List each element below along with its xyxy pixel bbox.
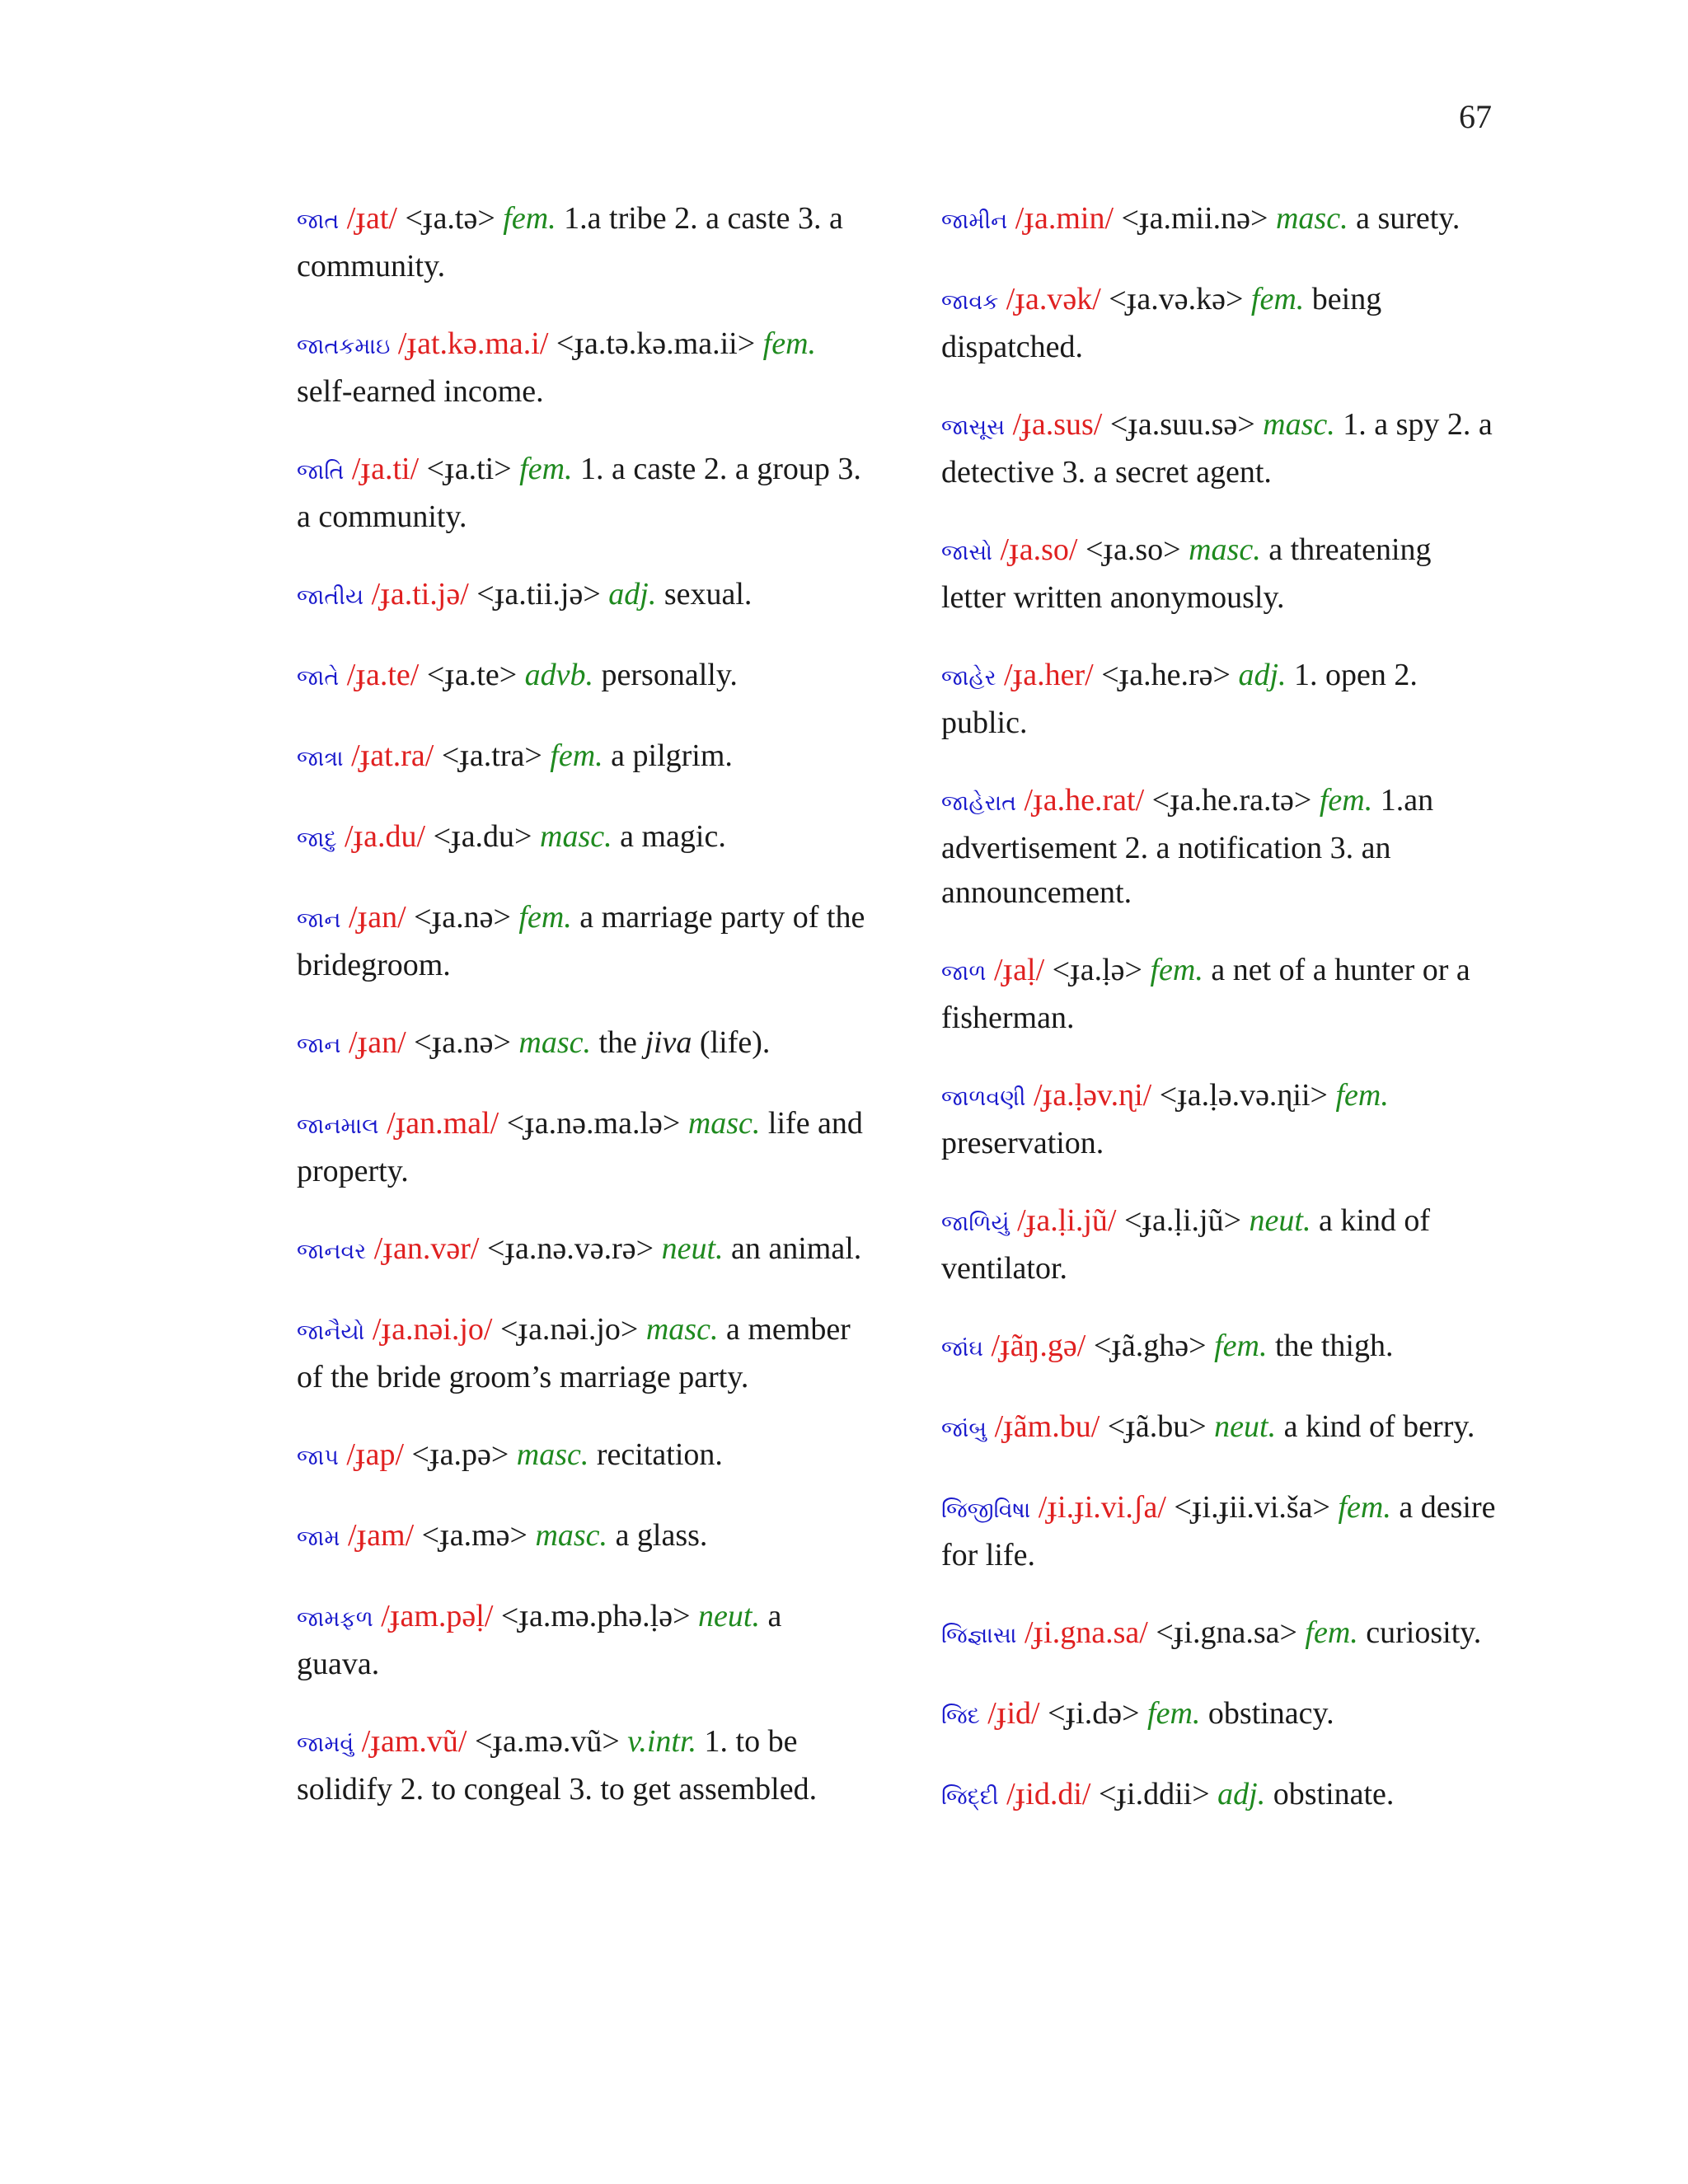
part-of-speech: fem. — [550, 738, 603, 773]
transliteration: <ɟa.so> — [1085, 532, 1181, 567]
transliteration: <ɟi.ddii> — [1098, 1777, 1210, 1811]
right-column — [941, 196, 1502, 1853]
phonetic: /ɟa.vək/ — [1006, 282, 1101, 316]
definition: a magic. — [620, 819, 726, 854]
phonetic: /ɟa.her/ — [1004, 658, 1094, 692]
dictionary-entry — [941, 277, 1502, 369]
transliteration: <ɟa.mə.vũ> — [474, 1724, 620, 1759]
dictionary-entry — [297, 1513, 865, 1561]
definition: personally. — [601, 658, 738, 692]
dictionary-entry — [941, 1324, 1502, 1371]
part-of-speech: adj. — [1217, 1777, 1266, 1811]
dictionary-entry — [941, 196, 1502, 244]
headword: જાત્રા — [297, 746, 344, 771]
part-of-speech: fem. — [1305, 1615, 1358, 1650]
transliteration: <ɟa.ḷi.jũ> — [1123, 1203, 1242, 1238]
transliteration: <ɟa.pə> — [411, 1437, 509, 1472]
definition-italic: jiva — [645, 1025, 692, 1060]
headword: જાવક — [941, 289, 999, 315]
phonetic: /ɟan.vər/ — [373, 1231, 480, 1266]
definition: 1.an advertisement 2. a notification 3. an announcement. — [941, 783, 1434, 910]
headword: જામ — [297, 1526, 340, 1551]
transliteration: <ɟa.he.ra.tə> — [1151, 783, 1312, 818]
transliteration: <ɟa.ti> — [426, 452, 512, 486]
definition: sexual. — [663, 577, 753, 612]
left-column — [297, 196, 865, 1844]
phonetic: /ɟãŋ.gə/ — [991, 1329, 1086, 1363]
headword: જામફળ — [297, 1606, 373, 1632]
phonetic: /ɟi.gna.sa/ — [1024, 1615, 1148, 1650]
headword: જિદ્દી — [941, 1784, 999, 1810]
definition: a kind of berry. — [1283, 1409, 1475, 1444]
dictionary-entry — [297, 814, 865, 862]
part-of-speech: masc. — [518, 1025, 591, 1060]
part-of-speech: advb. — [524, 658, 594, 692]
transliteration: <ɟa.nə> — [414, 1025, 511, 1060]
part-of-speech: adj. — [1238, 658, 1287, 692]
part-of-speech: neut. — [698, 1599, 760, 1633]
dictionary-entry — [297, 653, 865, 701]
phonetic: /ɟãm.bu/ — [994, 1409, 1100, 1444]
phonetic: /ɟi.ɟi.vi.ʃa/ — [1038, 1490, 1166, 1525]
transliteration: <ɟa.və.kə> — [1109, 282, 1244, 316]
definition: a net of a hunter or a fisherman. — [941, 953, 1470, 1035]
headword: જાતિ — [297, 459, 345, 485]
definition: a guava. — [297, 1599, 782, 1681]
phonetic: /ɟa.he.rat/ — [1024, 783, 1145, 818]
part-of-speech: masc. — [540, 819, 612, 854]
part-of-speech: neut. — [1214, 1409, 1277, 1444]
definition: 1. a caste 2. a group 3. a community. — [297, 452, 861, 534]
part-of-speech: adj. — [608, 577, 657, 612]
headword: જાદુ — [297, 827, 337, 852]
dictionary-entry — [297, 1594, 865, 1686]
headword: જાનૈયો — [297, 1319, 365, 1345]
part-of-speech: fem. — [518, 900, 572, 935]
phonetic: /ɟan.mal/ — [387, 1106, 499, 1141]
definition-pre: the — [598, 1025, 645, 1060]
phonetic: /ɟa.ti.jə/ — [371, 577, 469, 612]
definition: 1. open 2. public. — [941, 658, 1418, 740]
definition: a threatening letter written anonymously. — [941, 532, 1432, 615]
definition — [599, 1025, 771, 1060]
definition: a desire for life. — [941, 1490, 1496, 1572]
transliteration: <ɟã.bu> — [1107, 1409, 1207, 1444]
definition: curiosity. — [1366, 1615, 1482, 1650]
part-of-speech: fem. — [1147, 1696, 1201, 1731]
definition: 1. to be solidify 2. to congeal 3. to get assembled. — [297, 1724, 818, 1807]
headword: જાંબુ — [941, 1417, 987, 1442]
part-of-speech: fem. — [1214, 1329, 1268, 1363]
part-of-speech: fem. — [1250, 282, 1305, 316]
phonetic: /ɟa.ti/ — [351, 452, 420, 486]
headword: જાપ — [297, 1445, 339, 1470]
headword: જાસૂસ — [941, 415, 1006, 440]
phonetic: /ɟid/ — [987, 1696, 1040, 1731]
part-of-speech: neut. — [1249, 1203, 1311, 1238]
phonetic: /ɟa.sus/ — [1012, 407, 1103, 442]
transliteration: <ɟa.tra> — [441, 738, 542, 773]
headword: જાહેર — [941, 665, 996, 691]
headword: જાતે — [297, 665, 340, 691]
headword: જાહેરાત — [941, 790, 1017, 816]
definition: obstinacy. — [1207, 1696, 1334, 1731]
transliteration: <ɟã.ghə> — [1093, 1329, 1207, 1363]
transliteration: <ɟa.te> — [426, 658, 518, 692]
definition: 1.a tribe 2. a caste 3. a community. — [297, 201, 843, 284]
part-of-speech: masc. — [516, 1437, 589, 1472]
part-of-speech: fem. — [1338, 1490, 1391, 1525]
dictionary-entry — [941, 1073, 1502, 1165]
phonetic: /ɟam/ — [347, 1518, 415, 1553]
transliteration: <ɟa.nə.və.rə> — [486, 1231, 654, 1266]
part-of-speech: fem. — [1335, 1078, 1389, 1113]
page-number: 67 — [1459, 98, 1492, 135]
transliteration: <ɟa.suu.sə> — [1109, 407, 1255, 442]
headword: જાનવર — [297, 1239, 367, 1264]
phonetic: /ɟaḷ/ — [993, 953, 1045, 987]
headword: જાંઘ — [941, 1336, 984, 1361]
part-of-speech: fem. — [1319, 783, 1373, 818]
dictionary-entry — [297, 1226, 865, 1274]
transliteration: <ɟi.də> — [1048, 1696, 1140, 1731]
dictionary-entry — [941, 1198, 1502, 1291]
phonetic: /ɟa.ḷəv.ɳi/ — [1034, 1078, 1152, 1113]
phonetic: /ɟan/ — [349, 900, 406, 935]
dictionary-entry — [941, 778, 1502, 915]
dictionary-entry — [297, 1020, 865, 1068]
part-of-speech: fem. — [503, 201, 556, 236]
definition: a marriage party of the bridegroom. — [297, 900, 865, 982]
transliteration: <ɟa.tə> — [405, 201, 495, 236]
phonetic: /ɟat.ra/ — [351, 738, 434, 773]
part-of-speech: masc. — [687, 1106, 761, 1141]
dictionary-entry — [297, 1719, 865, 1811]
transliteration: <ɟa.du> — [433, 819, 532, 854]
definition: being dispatched. — [941, 282, 1382, 364]
dictionary-entry — [941, 1610, 1502, 1658]
transliteration: <ɟa.he.rə> — [1101, 658, 1231, 692]
headword: જિજ્ઞાસા — [941, 1623, 1017, 1648]
headword: જાળવણી — [941, 1085, 1026, 1111]
dictionary-entry — [941, 1772, 1502, 1820]
transliteration: <ɟa.mə> — [421, 1518, 528, 1553]
dictionary-entry — [297, 196, 865, 288]
phonetic: /ɟam.vũ/ — [361, 1724, 467, 1759]
phonetic: /ɟat.kə.ma.i/ — [397, 326, 549, 361]
definition: preservation. — [941, 1126, 1104, 1160]
definition: a pilgrim. — [611, 738, 733, 773]
transliteration: <ɟa.mii.nə> — [1121, 201, 1268, 236]
transliteration: <ɟa.ḷə.və.ɳii> — [1159, 1078, 1328, 1113]
transliteration: <ɟa.mə.phə.ḷə> — [500, 1599, 691, 1633]
dictionary-entry — [941, 1485, 1502, 1577]
part-of-speech: fem. — [1150, 953, 1203, 987]
phonetic: /ɟa.min/ — [1015, 201, 1114, 236]
dictionary-entry — [941, 1691, 1502, 1739]
phonetic: /ɟa.du/ — [344, 819, 426, 854]
part-of-speech: masc. — [1189, 532, 1261, 567]
dictionary-entry — [297, 1101, 865, 1193]
definition: recitation. — [596, 1437, 723, 1472]
transliteration: <ɟa.ḷə> — [1052, 953, 1142, 987]
phonetic: /ɟa.nəi.jo/ — [372, 1312, 493, 1347]
definition: 1. a spy 2. a detective 3. a secret agent. — [941, 407, 1493, 490]
definition: the thigh. — [1274, 1329, 1394, 1363]
part-of-speech: masc. — [535, 1518, 608, 1553]
definition: a member of the bride groom’s marriage party. — [297, 1312, 851, 1394]
transliteration: <ɟi.ɟii.vi.ša> — [1174, 1490, 1330, 1525]
phonetic: /ɟa.so/ — [1000, 532, 1078, 567]
headword: જાન — [297, 1033, 341, 1058]
dictionary-entry — [941, 402, 1502, 494]
part-of-speech: masc. — [1263, 407, 1335, 442]
headword: જામવું — [297, 1732, 354, 1757]
headword: જાળ — [941, 960, 987, 986]
headword: જિજીવિષા — [941, 1497, 1031, 1523]
phonetic: /ɟat/ — [346, 201, 397, 236]
part-of-speech: fem. — [762, 326, 817, 361]
definition: a glass. — [615, 1518, 708, 1553]
phonetic: /ɟa.ḷi.jũ/ — [1017, 1203, 1117, 1238]
definition: a kind of ventilator. — [941, 1203, 1431, 1286]
dictionary-entry — [297, 572, 865, 620]
phonetic: /ɟan/ — [349, 1025, 406, 1060]
dictionary-entry — [297, 447, 865, 539]
transliteration: <ɟi.gna.sa> — [1156, 1615, 1297, 1650]
headword: જાતકમાઇ — [297, 334, 391, 359]
dictionary-entry — [941, 1404, 1502, 1452]
headword: જામીન — [941, 209, 1008, 234]
definition: a surety. — [1356, 201, 1461, 236]
headword: જાનમાલ — [297, 1113, 379, 1139]
definition: self-earned income. — [297, 374, 544, 409]
transliteration: <ɟa.nə> — [414, 900, 511, 935]
headword: જાતીય — [297, 584, 364, 610]
headword: જાત — [297, 209, 340, 234]
definition: life and property. — [297, 1106, 863, 1188]
headword: જાન — [297, 907, 341, 933]
phonetic: /ɟam.pəḷ/ — [381, 1599, 494, 1633]
headword: જાળિયું — [941, 1211, 1010, 1236]
part-of-speech: fem. — [519, 452, 573, 486]
headword: જાસો — [941, 540, 992, 565]
phonetic: /ɟa.te/ — [346, 658, 420, 692]
dictionary-entry — [297, 895, 865, 987]
dictionary-entry — [941, 527, 1502, 620]
part-of-speech: v.intr. — [627, 1724, 697, 1759]
transliteration: <ɟa.tə.kə.ma.ii> — [556, 326, 756, 361]
dictionary-entry — [941, 653, 1502, 745]
dictionary-entry — [297, 321, 865, 414]
definition: an animal. — [731, 1231, 862, 1266]
headword: જિદ — [941, 1704, 980, 1729]
dictionary-entry — [297, 1307, 865, 1399]
dictionary-entry — [297, 733, 865, 781]
phonetic: /ɟap/ — [346, 1437, 405, 1472]
dictionary-entry — [941, 948, 1502, 1040]
phonetic: /ɟid.di/ — [1006, 1777, 1091, 1811]
definition: obstinate. — [1273, 1777, 1395, 1811]
transliteration: <ɟa.nə.ma.lə> — [506, 1106, 681, 1141]
transliteration: <ɟa.nəi.jo> — [499, 1312, 639, 1347]
part-of-speech: masc. — [645, 1312, 719, 1347]
part-of-speech: masc. — [1275, 201, 1348, 236]
part-of-speech: neut. — [661, 1231, 724, 1266]
transliteration: <ɟa.tii.jə> — [476, 577, 601, 612]
definition-post: (life). — [692, 1025, 771, 1060]
dictionary-entry — [297, 1432, 865, 1480]
